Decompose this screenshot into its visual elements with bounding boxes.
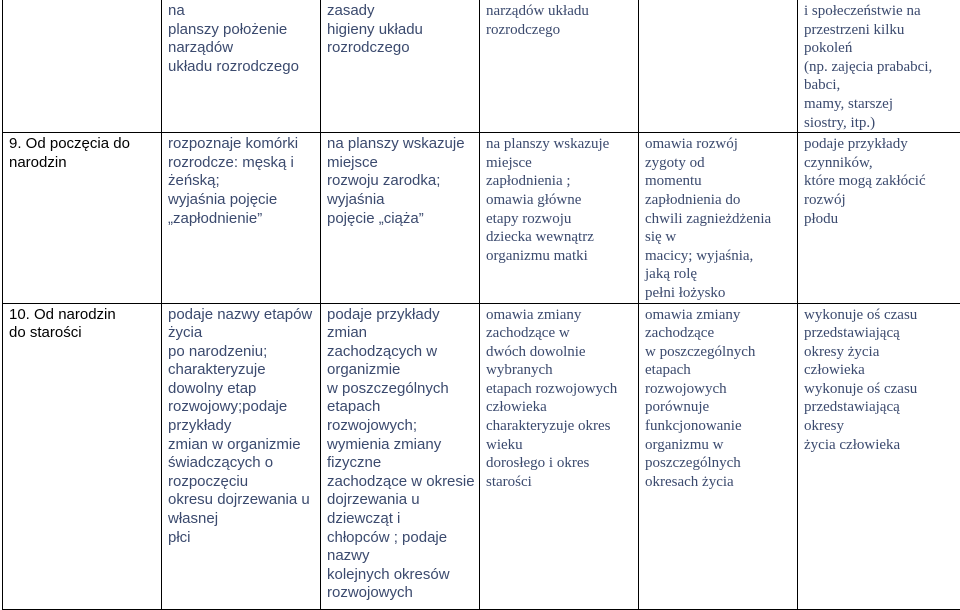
table-cell-c4 [480, 303, 639, 609]
cell-text-line: rozrodczego [486, 21, 634, 40]
cell-text-line: zmian w organizmie [168, 436, 316, 455]
cell-text-line: które mogą zakłócić [804, 172, 956, 191]
cell-text-line: miejsce [486, 154, 634, 173]
cell-text-line: 9. Od poczęcia do [9, 135, 157, 154]
cell-text-line: narodzin [9, 154, 157, 173]
cell-text-line: pokoleń [804, 39, 956, 58]
cell-text-line: zapłodnienia do [645, 191, 793, 210]
cell-text-line: etapy rozwoju [486, 210, 634, 229]
cell-text-line: etapach rozwojowych [486, 380, 634, 399]
cell-text-line: siostry, itp.) [804, 114, 956, 133]
cell-text-line: płci [168, 529, 316, 548]
table-cell-c5 [639, 133, 798, 303]
cell-text-line: w poszczególnych [327, 380, 475, 399]
cell-text-line: narządów układu [486, 2, 634, 21]
cell-text-line: rozwoju zarodka; [327, 172, 475, 191]
cell-text-line: zachodzące [645, 324, 793, 343]
cell-text-line: rozwój [804, 191, 956, 210]
cell-text-line: rozwojowych [327, 584, 475, 603]
cell-text-line: okresy życia [804, 343, 956, 362]
cell-text-line: wykonuje oś czasu [804, 380, 956, 399]
cell-text-line: charakteryzuje [168, 361, 316, 380]
cell-text-line: podaje przykłady [804, 135, 956, 154]
cell-text-line: na planszy wskazuje [486, 135, 634, 154]
table-cell-topic [3, 0, 162, 133]
cell-text-line: świadczących o [168, 454, 316, 473]
cell-text-line: omawia zmiany [486, 306, 634, 325]
table-cell-c2 [162, 303, 321, 609]
table-cell-c6 [798, 133, 960, 303]
requirements-table [2, 0, 960, 610]
cell-text-line: dwóch dowolnie [486, 343, 634, 362]
cell-text-line: na planszy wskazuje [327, 135, 475, 154]
cell-text-line: człowieka [804, 361, 956, 380]
cell-text-line: (np. zajęcia prababci, [804, 58, 956, 77]
table-cell-topic [3, 303, 162, 609]
cell-text-line: rozwojowych [645, 380, 793, 399]
cell-text-line: po narodzeniu; [168, 343, 316, 362]
cell-text-line: dziewcząt i [327, 510, 475, 529]
table-cell-c4 [480, 0, 639, 133]
cell-text-line: wykonuje oś czasu [804, 306, 956, 325]
cell-text-line: wymienia zmiany [327, 436, 475, 455]
cell-text-line: dorosłego i okres [486, 454, 634, 473]
cell-text-line: etapach [645, 361, 793, 380]
cell-text-line: do starości [9, 324, 157, 343]
cell-text-line: nazwy [327, 547, 475, 566]
cell-text-line: babci, [804, 76, 956, 95]
table-cell-c4 [480, 133, 639, 303]
cell-text-line: 10. Od narodzin [9, 306, 157, 325]
table-cell-c3 [321, 133, 480, 303]
cell-text-line: rozpoczęciu [168, 473, 316, 492]
cell-text-line: zasady [327, 2, 475, 21]
cell-text-line: porównuje [645, 398, 793, 417]
cell-text-line: starości [486, 473, 634, 492]
cell-text-line: mamy, starszej [804, 95, 956, 114]
cell-text-line: charakteryzuje okres [486, 417, 634, 436]
cell-text-line: higieny układu [327, 21, 475, 40]
cell-text-line: wyjaśnia [327, 191, 475, 210]
cell-text-line: pojęcie „ciąża” [327, 210, 475, 229]
table-row [3, 303, 960, 609]
table-cell-topic [3, 133, 162, 303]
cell-text-line: miejsce [327, 154, 475, 173]
cell-text-line: płodu [804, 210, 956, 229]
cell-text-line: pełni łożysko [645, 284, 793, 303]
cell-text-line: poszczególnych [645, 454, 793, 473]
cell-text-line: rozrodcze: męską i [168, 154, 316, 173]
cell-text-line: się w [645, 228, 793, 247]
cell-text-line: na [168, 2, 316, 21]
cell-text-line: rozwojowych; [327, 417, 475, 436]
cell-text-line: organizmu matki [486, 247, 634, 266]
cell-text-line: dziecka wewnątrz [486, 228, 634, 247]
cell-text-line: chłopców ; podaje [327, 529, 475, 548]
table-cell-c2 [162, 0, 321, 133]
cell-text-line: okresu dojrzewania u [168, 491, 316, 510]
cell-text-line: okresach życia [645, 473, 793, 492]
cell-text-line: zygoty od [645, 154, 793, 173]
cell-text-line: omawia rozwój [645, 135, 793, 154]
table-cell-c5 [639, 0, 798, 133]
table-cell-c3 [321, 0, 480, 133]
cell-text-line: jaką rolę [645, 265, 793, 284]
cell-text-line: układu rozrodczego [168, 58, 316, 77]
cell-text-line: czynników, [804, 154, 956, 173]
cell-text-line: organizmu w [645, 436, 793, 455]
cell-text-line: funkcjonowanie [645, 417, 793, 436]
cell-text-line: okresy [804, 417, 956, 436]
cell-text-line: zachodzące w [486, 324, 634, 343]
cell-text-line: zapłodnienia ; [486, 172, 634, 191]
cell-text-line: fizyczne [327, 454, 475, 473]
table-row [3, 133, 960, 303]
cell-text-line: „zapłodnienie” [168, 210, 316, 229]
cell-text-line: rozwojowy;podaje [168, 398, 316, 417]
cell-text-line: omawia główne [486, 191, 634, 210]
cell-text-line: życia człowieka [804, 436, 956, 455]
cell-text-line: zmian [327, 324, 475, 343]
cell-text-line: macicy; wyjaśnia, [645, 247, 793, 266]
cell-text-line: momentu [645, 172, 793, 191]
cell-text-line: zachodzące w okresie [327, 473, 475, 492]
cell-text-line: wieku [486, 436, 634, 455]
cell-text-line: podaje przykłady [327, 306, 475, 325]
cell-text-line: życia [168, 324, 316, 343]
table-cell-c5 [639, 303, 798, 609]
cell-text-line: zachodzących w [327, 343, 475, 362]
cell-text-line: i społeczeństwie na [804, 2, 956, 21]
table-row [3, 0, 960, 133]
cell-text-line: narządów [168, 39, 316, 58]
cell-text-line: wyjaśnia pojęcie [168, 191, 316, 210]
cell-text-line: organizmie [327, 361, 475, 380]
table-cell-c3 [321, 303, 480, 609]
cell-text-line: rozpoznaje komórki [168, 135, 316, 154]
cell-text-line: przedstawiającą [804, 398, 956, 417]
cell-text-line: rozrodczego [327, 39, 475, 58]
cell-text-line: kolejnych okresów [327, 566, 475, 585]
cell-text-line: żeńską; [168, 172, 316, 191]
cell-text-line: etapach [327, 398, 475, 417]
cell-text-line: dojrzewania u [327, 491, 475, 510]
cell-text-line: omawia zmiany [645, 306, 793, 325]
cell-text-line: chwili zagnieżdżenia [645, 210, 793, 229]
cell-text-line: planszy położenie [168, 21, 316, 40]
cell-text-line: wybranych [486, 361, 634, 380]
cell-text-line: w poszczególnych [645, 343, 793, 362]
cell-text-line: dowolny etap [168, 380, 316, 399]
cell-text-line: przedstawiającą [804, 324, 956, 343]
table-cell-c6 [798, 0, 960, 133]
cell-text-line: przestrzeni kilku [804, 21, 956, 40]
cell-text-line: podaje nazwy etapów [168, 306, 316, 325]
cell-text-line: przykłady [168, 417, 316, 436]
cell-text-line: własnej [168, 510, 316, 529]
cell-text-line: człowieka [486, 398, 634, 417]
table-cell-c6 [798, 303, 960, 609]
table-cell-c2 [162, 133, 321, 303]
